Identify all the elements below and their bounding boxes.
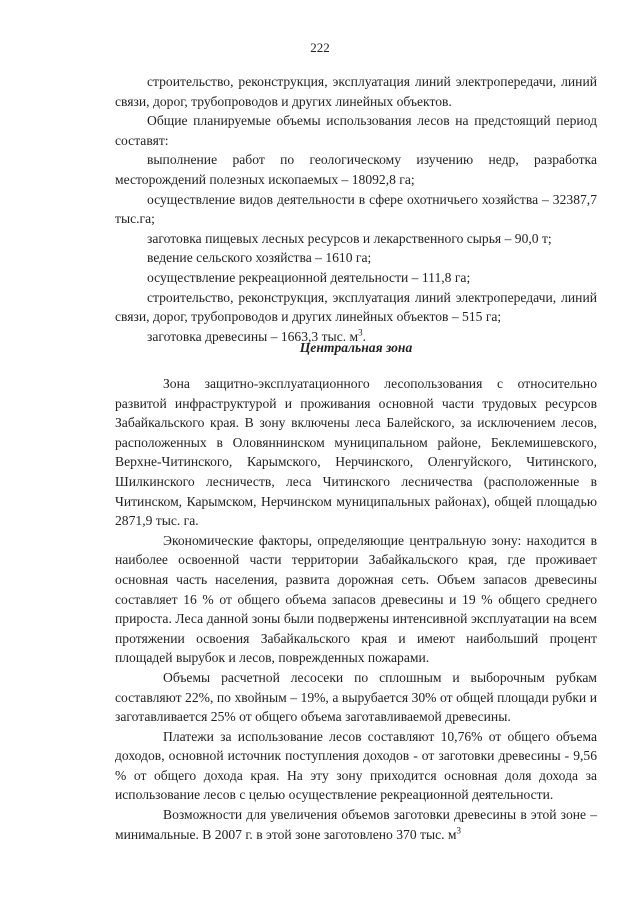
superscript: 3: [456, 825, 462, 836]
paragraph: Экономические факторы, определяющие центральную зону: находится в наиболее освоенной части территории Забайкальского края, где проживает основная часть населения, развита дорожная сеть. Объем запасов древесины составляет 16 % от общего объема запасов древесины и 19 % общего среднего прироста. Леса данной зоны были подвержены интенсивной эксплуатации на всем протяжении освоения Забайкальского края и имеют наибольший процент площадей вырубок и лесов, поврежденных пожарами.: [115, 532, 597, 666]
paragraph: строительство, реконструкция, эксплуатация линий электропередачи, линий связи, дорог, трубопроводов и других линейных объектов.: [115, 74, 597, 109]
section-heading: Центральная зона: [299, 340, 413, 355]
paragraph: строительство, реконструкция, эксплуатация линий электропередачи, линий связи, дорог, трубопроводов и других линейных объектов – 515 га;: [115, 289, 597, 325]
text-block-top: [115, 72, 597, 346]
paragraph: осуществление видов деятельности в сфере охотничьего хозяйства – 32387,7 тыс.га;: [115, 191, 597, 227]
text-block-bottom: [115, 374, 597, 844]
paragraph: выполнение работ по геологическому изучению недр, разработка месторождений полезных ископаемых – 18092,8 га;: [115, 152, 597, 187]
paragraph: Общие планируемые объемы использования лесов на предстоящий период составят:: [115, 113, 597, 148]
superscript: 3: [358, 327, 363, 338]
paragraph: заготовка пищевых лесных ресурсов и лекарственного сырья – 90,0 т;: [147, 230, 552, 246]
paragraph: ведение сельского хозяйства – 1610 га;: [147, 250, 372, 266]
paragraph: Объемы расчетной лесосеки по сплошным и выборочным рубкам составляют 22%, по хвойным – 19%, а вырубается 30% от общей площади рубки и заготавливается 25% от общего объема заготавливаемой древесины.: [115, 669, 597, 725]
paragraph: Платежи за использование лесов составляют 10,76% от общего объема доходов, основной источник поступления доходов - от заготовки древесины - 9,56 % от общего дохода края. На эту зону приходится основная доля дохода за использование лесов с целью осуществление рекреационной деятельности.: [115, 728, 597, 803]
paragraph: осуществление рекреационной деятельности – 111,8 га;: [147, 269, 471, 285]
paragraph: заготовка древесины – 1663,3 тыс. $м^3$.: [147, 327, 367, 344]
paragraph: Зона защитно-эксплуатационного лесопользования с относительно развитой инфраструктурой и проживания основной части трудовых ресурсов Забайкальского края. В зону включены леса Балейского, за исключением лесов, расположенных в Оловяннинском муниципальном районе, Беклемишевского, Верхне-Читинского, Карымского, Нерчинского, Оленгуйского, Читинского, Шилкинского лесничеств, леса Читинского лесничества (расположенные в Читинском, Карымском, Нерчинском муниципальных районах), общей площадью 2871,9 тыс. га.: [115, 376, 597, 529]
paragraph: Возможности для увеличения объемов заготовки древесины в этой зоне – минимальные. В 2007 г. в этой зоне заготовлено 370 тыс. $м^3$: [115, 807, 597, 842]
page-number: 222: [310, 40, 330, 55]
